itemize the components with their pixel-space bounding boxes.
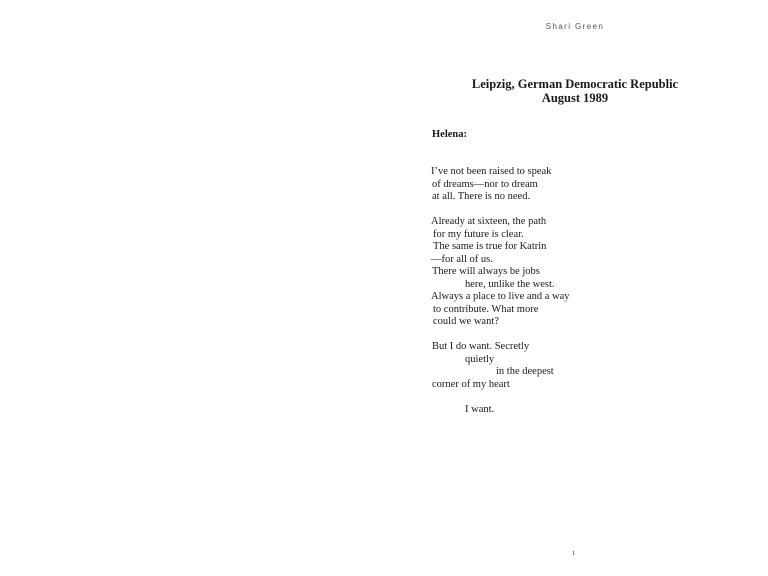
poem-line: I’ve not been raised to speak [431, 166, 552, 177]
poem-line: in the deepest [496, 366, 554, 377]
poem-line: But I do want. Secretly [432, 341, 530, 352]
title-location: Leipzig, German Democratic Republic [471, 77, 679, 91]
poem-line: corner of my heart [432, 378, 510, 390]
title-date: August 1989 [541, 91, 609, 105]
poem-line: to contribute. What more [433, 303, 539, 315]
speaker-label: Helena: [432, 129, 467, 140]
poem-line: I want. [465, 403, 495, 415]
poem-body [431, 166, 631, 416]
poem-line: Already at sixteen, the path [431, 216, 547, 227]
running-header-author: Shari Green [545, 22, 605, 31]
stanza-break [431, 391, 631, 404]
chapter-title [440, 77, 710, 105]
poem-line: here, unlike the west. [465, 278, 555, 290]
page-number: 1 [572, 550, 576, 557]
stanza-break [431, 329, 631, 342]
poem-line: quietly [465, 353, 495, 365]
poem-line: The same is true for Katrin [433, 241, 547, 252]
poem-line: —for all of us. [431, 253, 493, 265]
poem-line: at all. There is no need. [432, 191, 531, 202]
poem-line: of dreams—nor to dream [432, 178, 538, 190]
poem-line: Always a place to live and a way [431, 291, 570, 302]
poem-line: could we want? [433, 316, 499, 327]
poem-line: for my future is clear. [433, 228, 524, 240]
poem-line: There will always be jobs [432, 266, 540, 277]
stanza-break [431, 204, 631, 217]
